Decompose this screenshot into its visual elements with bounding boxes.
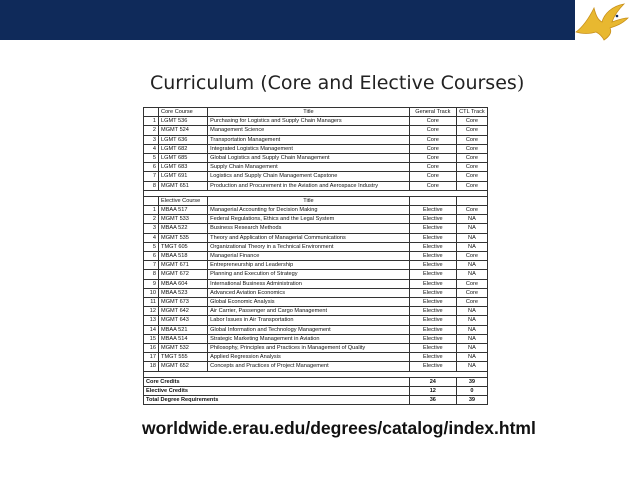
table-cell: MGMT 643	[159, 316, 208, 325]
table-row	[144, 224, 488, 233]
table-cell: 13	[144, 316, 159, 325]
table-cell: Managerial Accounting for Decision Making	[208, 206, 410, 215]
table-cell: International Business Administration	[208, 279, 410, 288]
totals-row	[144, 377, 488, 386]
table-row	[144, 206, 488, 215]
table-cell: Advanced Aviation Economics	[208, 288, 410, 297]
table-cell: Elective	[409, 224, 456, 233]
table-cell: 18	[144, 362, 159, 371]
table-cell: Elective	[409, 353, 456, 362]
table-cell: 9	[144, 279, 159, 288]
table-row	[144, 362, 488, 371]
table-cell: Managerial Finance	[208, 252, 410, 261]
table-cell: Philosophy, Principles and Practices in Management of Quality	[208, 344, 410, 353]
table-cell	[456, 196, 487, 205]
table-cell: Business Research Methods	[208, 224, 410, 233]
table-cell: MGMT 642	[159, 307, 208, 316]
table-cell: Core	[409, 154, 456, 163]
table-cell	[409, 196, 456, 205]
table-cell: Elective	[409, 316, 456, 325]
table-row	[144, 279, 488, 288]
table-cell: TMGT 555	[159, 353, 208, 362]
table-cell: NA	[456, 325, 487, 334]
table-cell: 24	[409, 377, 456, 386]
table-cell: Transportation Management	[208, 135, 410, 144]
table-cell: Core	[456, 298, 487, 307]
table-cell: Core	[456, 117, 487, 126]
table-cell: MGMT 672	[159, 270, 208, 279]
table-cell: MBAA 521	[159, 325, 208, 334]
table-cell: Organizational Theory in a Technical Environment	[208, 242, 410, 251]
table-cell: LGMT 636	[159, 135, 208, 144]
table-cell: Core Course	[159, 108, 208, 117]
table-cell: 7	[144, 172, 159, 181]
table-row	[144, 325, 488, 334]
table-cell: Logistics and Supply Chain Management Capstone	[208, 172, 410, 181]
table-cell: Core	[456, 163, 487, 172]
table-row	[144, 316, 488, 325]
table-cell: Supply Chain Management	[208, 163, 410, 172]
table-cell: Total Degree Requirements	[144, 396, 410, 405]
table-cell: NA	[456, 261, 487, 270]
table-cell: Core	[456, 206, 487, 215]
table-cell: Core	[456, 126, 487, 135]
table-cell: Elective	[409, 270, 456, 279]
table-row	[144, 270, 488, 279]
table-row	[144, 154, 488, 163]
table-cell: 0	[456, 386, 487, 395]
table-cell: Core	[456, 154, 487, 163]
table-cell: LGMT 685	[159, 154, 208, 163]
table-cell: MGMT 532	[159, 344, 208, 353]
table-cell: 1	[144, 206, 159, 215]
table-cell: LGMT 683	[159, 163, 208, 172]
table-cell: 5	[144, 242, 159, 251]
table-cell: MBAA 518	[159, 252, 208, 261]
table-cell: 8	[144, 270, 159, 279]
table-cell: 4	[144, 144, 159, 153]
table-cell: Elective Credits	[144, 386, 410, 395]
table-cell: Core	[456, 135, 487, 144]
header-bar	[0, 0, 575, 40]
table-cell: MGMT 651	[159, 181, 208, 190]
table-cell: Global Information and Technology Management	[208, 325, 410, 334]
table-cell: 36	[409, 396, 456, 405]
table-cell: 11	[144, 298, 159, 307]
table-cell: LGMT 536	[159, 117, 208, 126]
table-row	[144, 242, 488, 251]
elective-header-row	[144, 196, 488, 205]
table-cell: Strategic Marketing Management in Aviation	[208, 334, 410, 343]
table-cell: NA	[456, 334, 487, 343]
table-row	[144, 288, 488, 297]
table-cell: Elective	[409, 288, 456, 297]
table-cell: Core	[409, 126, 456, 135]
table-row	[144, 298, 488, 307]
table-cell: MGMT 535	[159, 233, 208, 242]
table-cell: MBAA 517	[159, 206, 208, 215]
table-cell: Elective Course	[159, 196, 208, 205]
table-cell: MBAA 604	[159, 279, 208, 288]
table-row	[144, 307, 488, 316]
table-row	[144, 344, 488, 353]
table-cell: Core	[409, 117, 456, 126]
table-cell: Elective	[409, 344, 456, 353]
table-cell: Elective	[409, 215, 456, 224]
table-cell: Core	[409, 135, 456, 144]
table-cell: Core	[409, 181, 456, 190]
table-row	[144, 135, 488, 144]
table-cell	[144, 108, 159, 117]
title-paren: )	[516, 72, 525, 94]
title-text: Curriculum (Core and Elective Courses	[150, 72, 517, 94]
table-cell: Planning and Execution of Strategy	[208, 270, 410, 279]
table-cell: TMGT 605	[159, 242, 208, 251]
table-cell: Core	[456, 288, 487, 297]
table-cell: 39	[456, 396, 487, 405]
table-row	[144, 163, 488, 172]
table-cell: Air Carrier, Passenger and Cargo Management	[208, 307, 410, 316]
table-cell: Title	[208, 196, 410, 205]
table-cell: Core	[456, 144, 487, 153]
table-cell: Purchasing for Logistics and Supply Chain Managers	[208, 117, 410, 126]
table-cell: Core	[456, 252, 487, 261]
table-cell: NA	[456, 215, 487, 224]
table-cell: 16	[144, 344, 159, 353]
table-cell: Core Credits	[144, 377, 410, 386]
table-cell: MGMT 524	[159, 126, 208, 135]
table-cell: MBAA 523	[159, 288, 208, 297]
table-cell: 2	[144, 215, 159, 224]
table-cell: Concepts and Practices of Project Management	[208, 362, 410, 371]
table-cell: 10	[144, 288, 159, 297]
table-cell: MGMT 652	[159, 362, 208, 371]
table-cell: 15	[144, 334, 159, 343]
table-cell: NA	[456, 316, 487, 325]
table-cell: Core	[456, 181, 487, 190]
table-cell: 17	[144, 353, 159, 362]
table-row	[144, 261, 488, 270]
table-cell: General Track	[409, 108, 456, 117]
table-cell: Core	[409, 144, 456, 153]
table-row	[144, 233, 488, 242]
table-row	[144, 181, 488, 190]
table-cell: Global Economic Analysis	[208, 298, 410, 307]
table-cell: Elective	[409, 242, 456, 251]
table-cell: 8	[144, 181, 159, 190]
table-cell: 1	[144, 117, 159, 126]
table-row	[144, 117, 488, 126]
table-cell: LGMT 691	[159, 172, 208, 181]
table-cell: Core	[456, 279, 487, 288]
table-cell: MBAA 522	[159, 224, 208, 233]
table-row	[144, 353, 488, 362]
table-row	[144, 252, 488, 261]
table-cell: NA	[456, 362, 487, 371]
table-cell: 2	[144, 126, 159, 135]
table-cell: Elective	[409, 334, 456, 343]
table-cell: 39	[456, 377, 487, 386]
table-cell: NA	[456, 353, 487, 362]
totals-row	[144, 396, 488, 405]
eagle-icon	[572, 2, 630, 42]
table-cell: Elective	[409, 261, 456, 270]
table-cell: Core	[409, 163, 456, 172]
table-row	[144, 126, 488, 135]
table-cell: NA	[456, 270, 487, 279]
table-cell: Title	[208, 108, 410, 117]
table-cell: 4	[144, 233, 159, 242]
table-cell: MGMT 533	[159, 215, 208, 224]
table-cell: NA	[456, 224, 487, 233]
table-cell: Management Science	[208, 126, 410, 135]
table-cell: Core	[409, 172, 456, 181]
table-cell: MBAA 514	[159, 334, 208, 343]
table-cell: NA	[456, 307, 487, 316]
table-cell: Core	[456, 172, 487, 181]
table-cell: 7	[144, 261, 159, 270]
table-cell: Elective	[409, 252, 456, 261]
core-header-row	[144, 108, 488, 117]
table-cell: 12	[144, 307, 159, 316]
table-cell: Elective	[409, 279, 456, 288]
table-cell: LGMT 682	[159, 144, 208, 153]
table-cell: NA	[456, 233, 487, 242]
table-cell: Global Logistics and Supply Chain Management	[208, 154, 410, 163]
table-cell: Federal Regulations, Ethics and the Legal System	[208, 215, 410, 224]
table-cell: Integrated Logistics Management	[208, 144, 410, 153]
page-title	[150, 72, 524, 94]
table-cell: Elective	[409, 362, 456, 371]
curriculum-table	[143, 107, 488, 405]
table-cell: 12	[409, 386, 456, 395]
table-row	[144, 172, 488, 181]
table-cell: Elective	[409, 325, 456, 334]
table-cell: 14	[144, 325, 159, 334]
catalog-url[interactable]: worldwide.erau.edu/degrees/catalog/index.html	[142, 418, 536, 438]
table-cell: 6	[144, 163, 159, 172]
table-cell: NA	[456, 242, 487, 251]
table-cell: Elective	[409, 298, 456, 307]
totals-row	[144, 386, 488, 395]
table-cell: Theory and Application of Managerial Communications	[208, 233, 410, 242]
table-row	[144, 334, 488, 343]
table-cell: Entrepreneurship and Leadership	[208, 261, 410, 270]
table-cell: 3	[144, 224, 159, 233]
table-row	[144, 144, 488, 153]
table-cell: NA	[456, 344, 487, 353]
table-cell: Elective	[409, 307, 456, 316]
table-cell: 5	[144, 154, 159, 163]
table-cell: MGMT 671	[159, 261, 208, 270]
table-cell: Production and Procurement in the Aviation and Aerospace Industry	[208, 181, 410, 190]
table-cell: MGMT 673	[159, 298, 208, 307]
table-cell: Labor Issues in Air Transportation	[208, 316, 410, 325]
table-cell: 3	[144, 135, 159, 144]
table-cell: Elective	[409, 206, 456, 215]
table-cell: CTL Track	[456, 108, 487, 117]
table-cell: 6	[144, 252, 159, 261]
table-cell: Applied Regression Analysis	[208, 353, 410, 362]
table-cell: Elective	[409, 233, 456, 242]
table-row	[144, 215, 488, 224]
table-cell	[144, 196, 159, 205]
